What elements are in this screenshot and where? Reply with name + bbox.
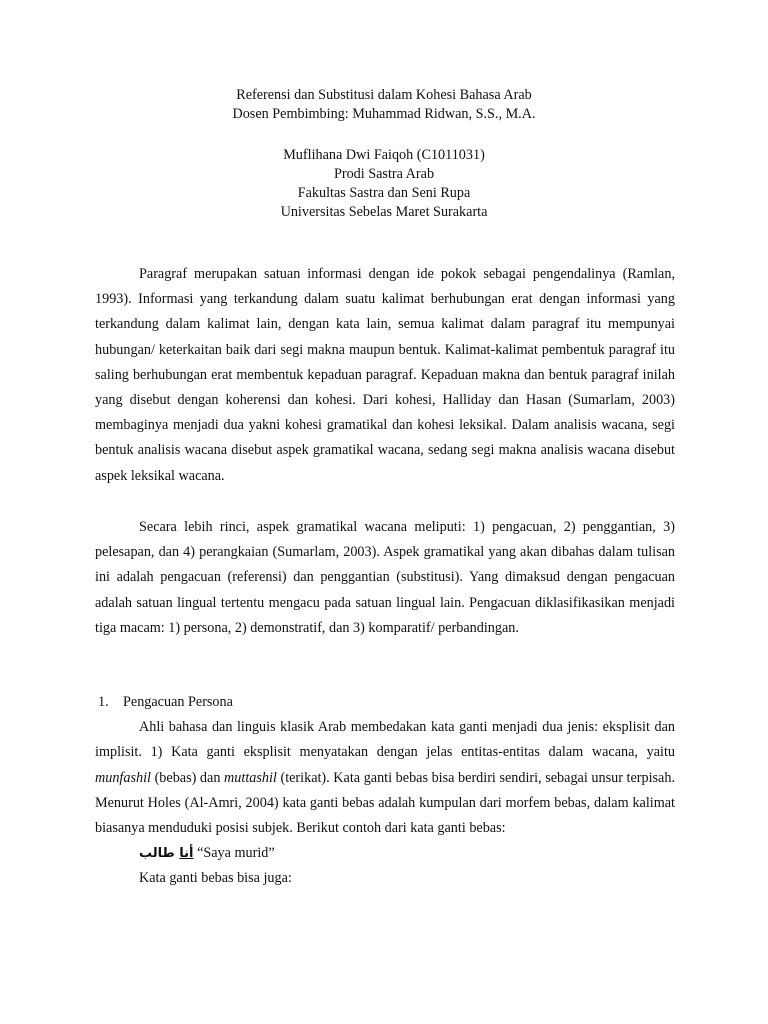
arabic-phrase <box>139 846 194 861</box>
arabic-pronoun: أنا <box>179 846 194 862</box>
paragraph-1: Paragraf merupakan satuan informasi dengan ide pokok sebagai pengendalinya (Ramlan, 1993). Informasi yang terkandung dalam suatu kalimat berhubungan erat dengan informasi yang terkandung dalam kalimat lain, dengan kata lain, semua kalimat dalam paragraf itu mempunyai hubungan/ keterkaitan baik dari segi makna maupun bentuk. Kalimat-kalimat pembentuk paragraf itu saling berhubungan erat membentuk kepaduan paragraf. Kepaduan makna dan bentuk paragraf inilah yang disebut dengan koherensi dan kohesi. Dari kohesi, Halliday dan Hasan (Sumarlam, 2003) membaginya menjadi dua yakni kohesi gramatikal dan kohesi leksikal. Dalam analisis wacana, segi bentuk analisis wacana disebut aspek gramatikal wacana, sedang segi makna analisis wacana disebut aspek leksikal wacana. <box>95 266 675 484</box>
intro-paragraph-block <box>95 262 675 489</box>
paragraph-3-part-c: (terikat). Kata ganti bebas bisa berdiri sendiri, sebagai unsur terpisah. Menurut Holes (Al-Amri, 2004) kata ganti bebas adalah kumpulan dari morfem bebas, dalam kalimat biasanya menduduki posisi subjek. Berikut contoh dari kata ganti bebas: <box>95 769 675 837</box>
after-example-text: Kata ganti bebas bisa juga: <box>139 870 292 887</box>
author-name: Muflihana Dwi Faiqoh (C1011031) <box>283 147 485 163</box>
paragraph-3 <box>95 715 675 841</box>
section-number: 1. <box>98 694 109 710</box>
second-paragraph-block <box>95 515 675 641</box>
section-heading <box>95 690 675 715</box>
arabic-noun: طالب <box>139 846 180 862</box>
arabic-example <box>95 841 675 866</box>
supervisor-line: Dosen Pembimbing: Muhammad Ridwan, S.S., M.A. <box>232 106 536 122</box>
term-muttashil: muttashil <box>224 769 277 786</box>
paragraph-3-part-b: (bebas) dan <box>150 769 225 786</box>
faculty-name: Fakultas Sastra dan Seni Rupa <box>297 185 471 201</box>
section-pengacuan-persona <box>95 690 675 892</box>
title-block <box>0 86 768 124</box>
term-munfashil: munfashil <box>95 769 151 786</box>
section-title: Pengacuan Persona <box>123 694 233 710</box>
example-translation: “Saya murid” <box>197 845 275 862</box>
study-program: Prodi Sastra Arab <box>333 166 435 182</box>
university-name: Universitas Sebelas Maret Surakarta <box>280 204 488 220</box>
paragraph-3-part-a: Ahli bahasa dan linguis klasik Arab membedakan kata ganti menjadi dua jenis: eksplisit dan implisit. 1) Kata ganti eksplisit menyatakan dengan jelas entitas-entitas dalam wacana, yaitu <box>95 719 675 761</box>
document-title: Referensi dan Substitusi dalam Kohesi Bahasa Arab <box>236 87 532 103</box>
paragraph-2: Secara lebih rinci, aspek gramatikal wacana meliputi: 1) pengacuan, 2) penggantian, 3) pelesapan, dan 4) perangkaian (Sumarlam, 2003). Aspek gramatikal yang akan dibahas dalam tulisan ini adalah pengacuan (referensi) dan penggantian (substitusi). Yang dimaksud dengan pengacuan adalah satuan lingual tertentu mengacu pada satuan lingual lain. Pengacuan diklasifikasikan menjadi tiga macam: 1) persona, 2) demonstratif, dan 3) komparatif/ perbandingan. <box>95 519 675 636</box>
author-block <box>0 146 768 222</box>
